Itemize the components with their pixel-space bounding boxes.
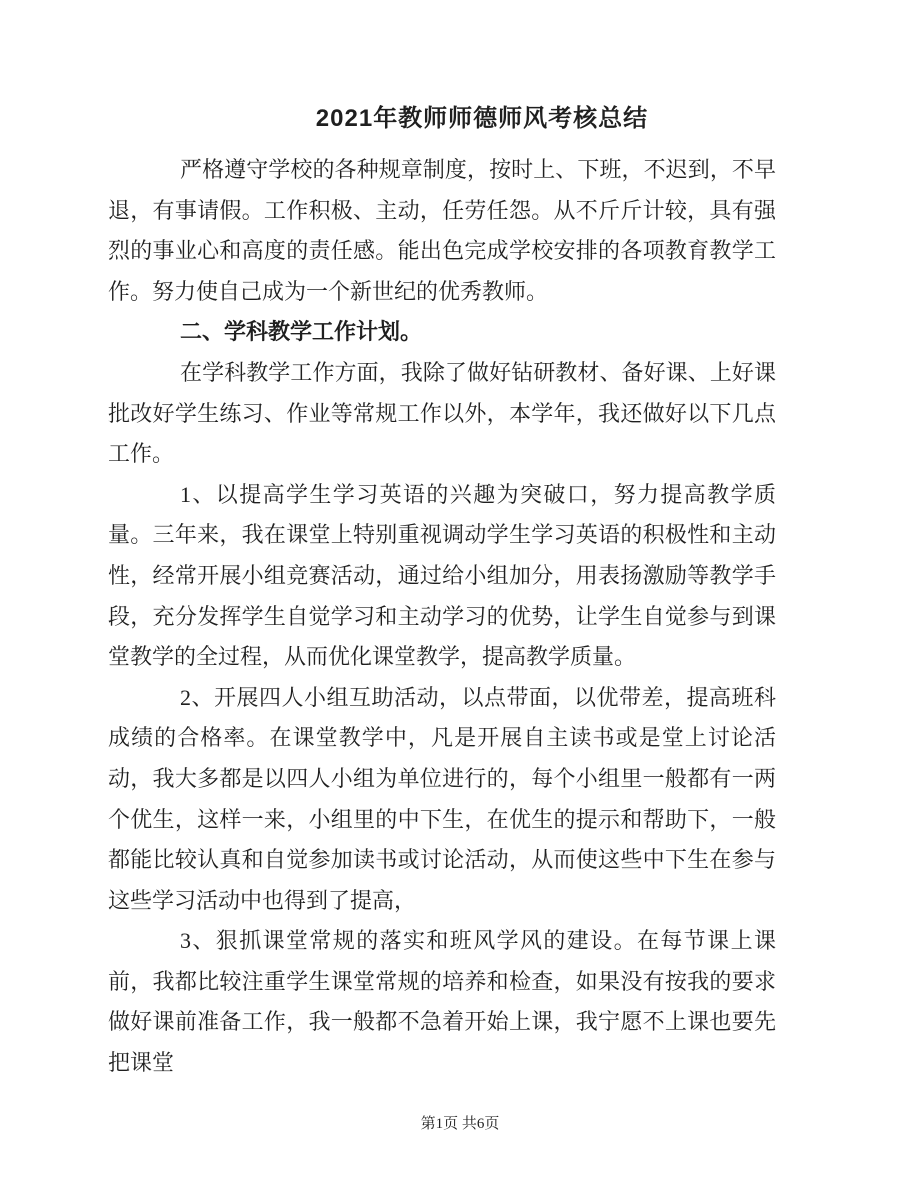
paragraph: 3、狠抓课堂常规的落实和班风学风的建设。在每节课上课前，我都比较注重学生课堂常规的培养和检查，如果没有按我的要求做好课前准备工作，我一般都不急着开始上课，我宁愿不上课也要先把课堂: [108, 928, 776, 1076]
page-footer: [0, 1113, 920, 1135]
paragraph: 在学科教学工作方面，我除了做好钻研教材、备好课、上好课批改好学生练习、作业等常规工作以外，本学年，我还做好以下几点工作。: [108, 359, 776, 467]
document-title: 2021年教师师德师风考核总结: [315, 105, 649, 132]
document-body: [108, 150, 776, 1084]
section-heading: 二、学科教学工作计划。: [180, 319, 423, 345]
paragraph: 1、以提高学生学习英语的兴趣为突破口，努力提高教学质量。三年来，我在课堂上特别重视调动学生学习英语的积极性和主动性，经常开展小组竞赛活动，通过给小组加分，用表扬激励等教学手段，充分发挥学生自觉学习和主动学习的优势，让学生自觉参与到课堂教学的全过程，从而优化课堂教学，提高教学质量。: [108, 481, 776, 670]
paragraph: 严格遵守学校的各种规章制度，按时上、下班，不迟到，不早退，有事请假。工作积极、主动，任劳任怨。从不斤斤计较，具有强烈的事业心和高度的责任感。能出色完成学校安排的各项教育教学工作。努力使自己成为一个新世纪的优秀教师。: [108, 157, 776, 304]
paragraph: 2、开展四人小组互助活动，以点带面，以优带差，提高班科成绩的合格率。在课堂教学中，凡是开展自主读书或是堂上讨论活动，我大多都是以四人小组为单位进行的，每个小组里一般都有一两个优生，这样一来，小组里的中下生，在优生的提示和帮助下，一般都能比较认真和自觉参加读书或讨论活动，从而使这些中下生在参与这些学习活动中也得到了提高，: [108, 684, 776, 913]
page-number-label: 第1页 共6页: [420, 1116, 500, 1132]
